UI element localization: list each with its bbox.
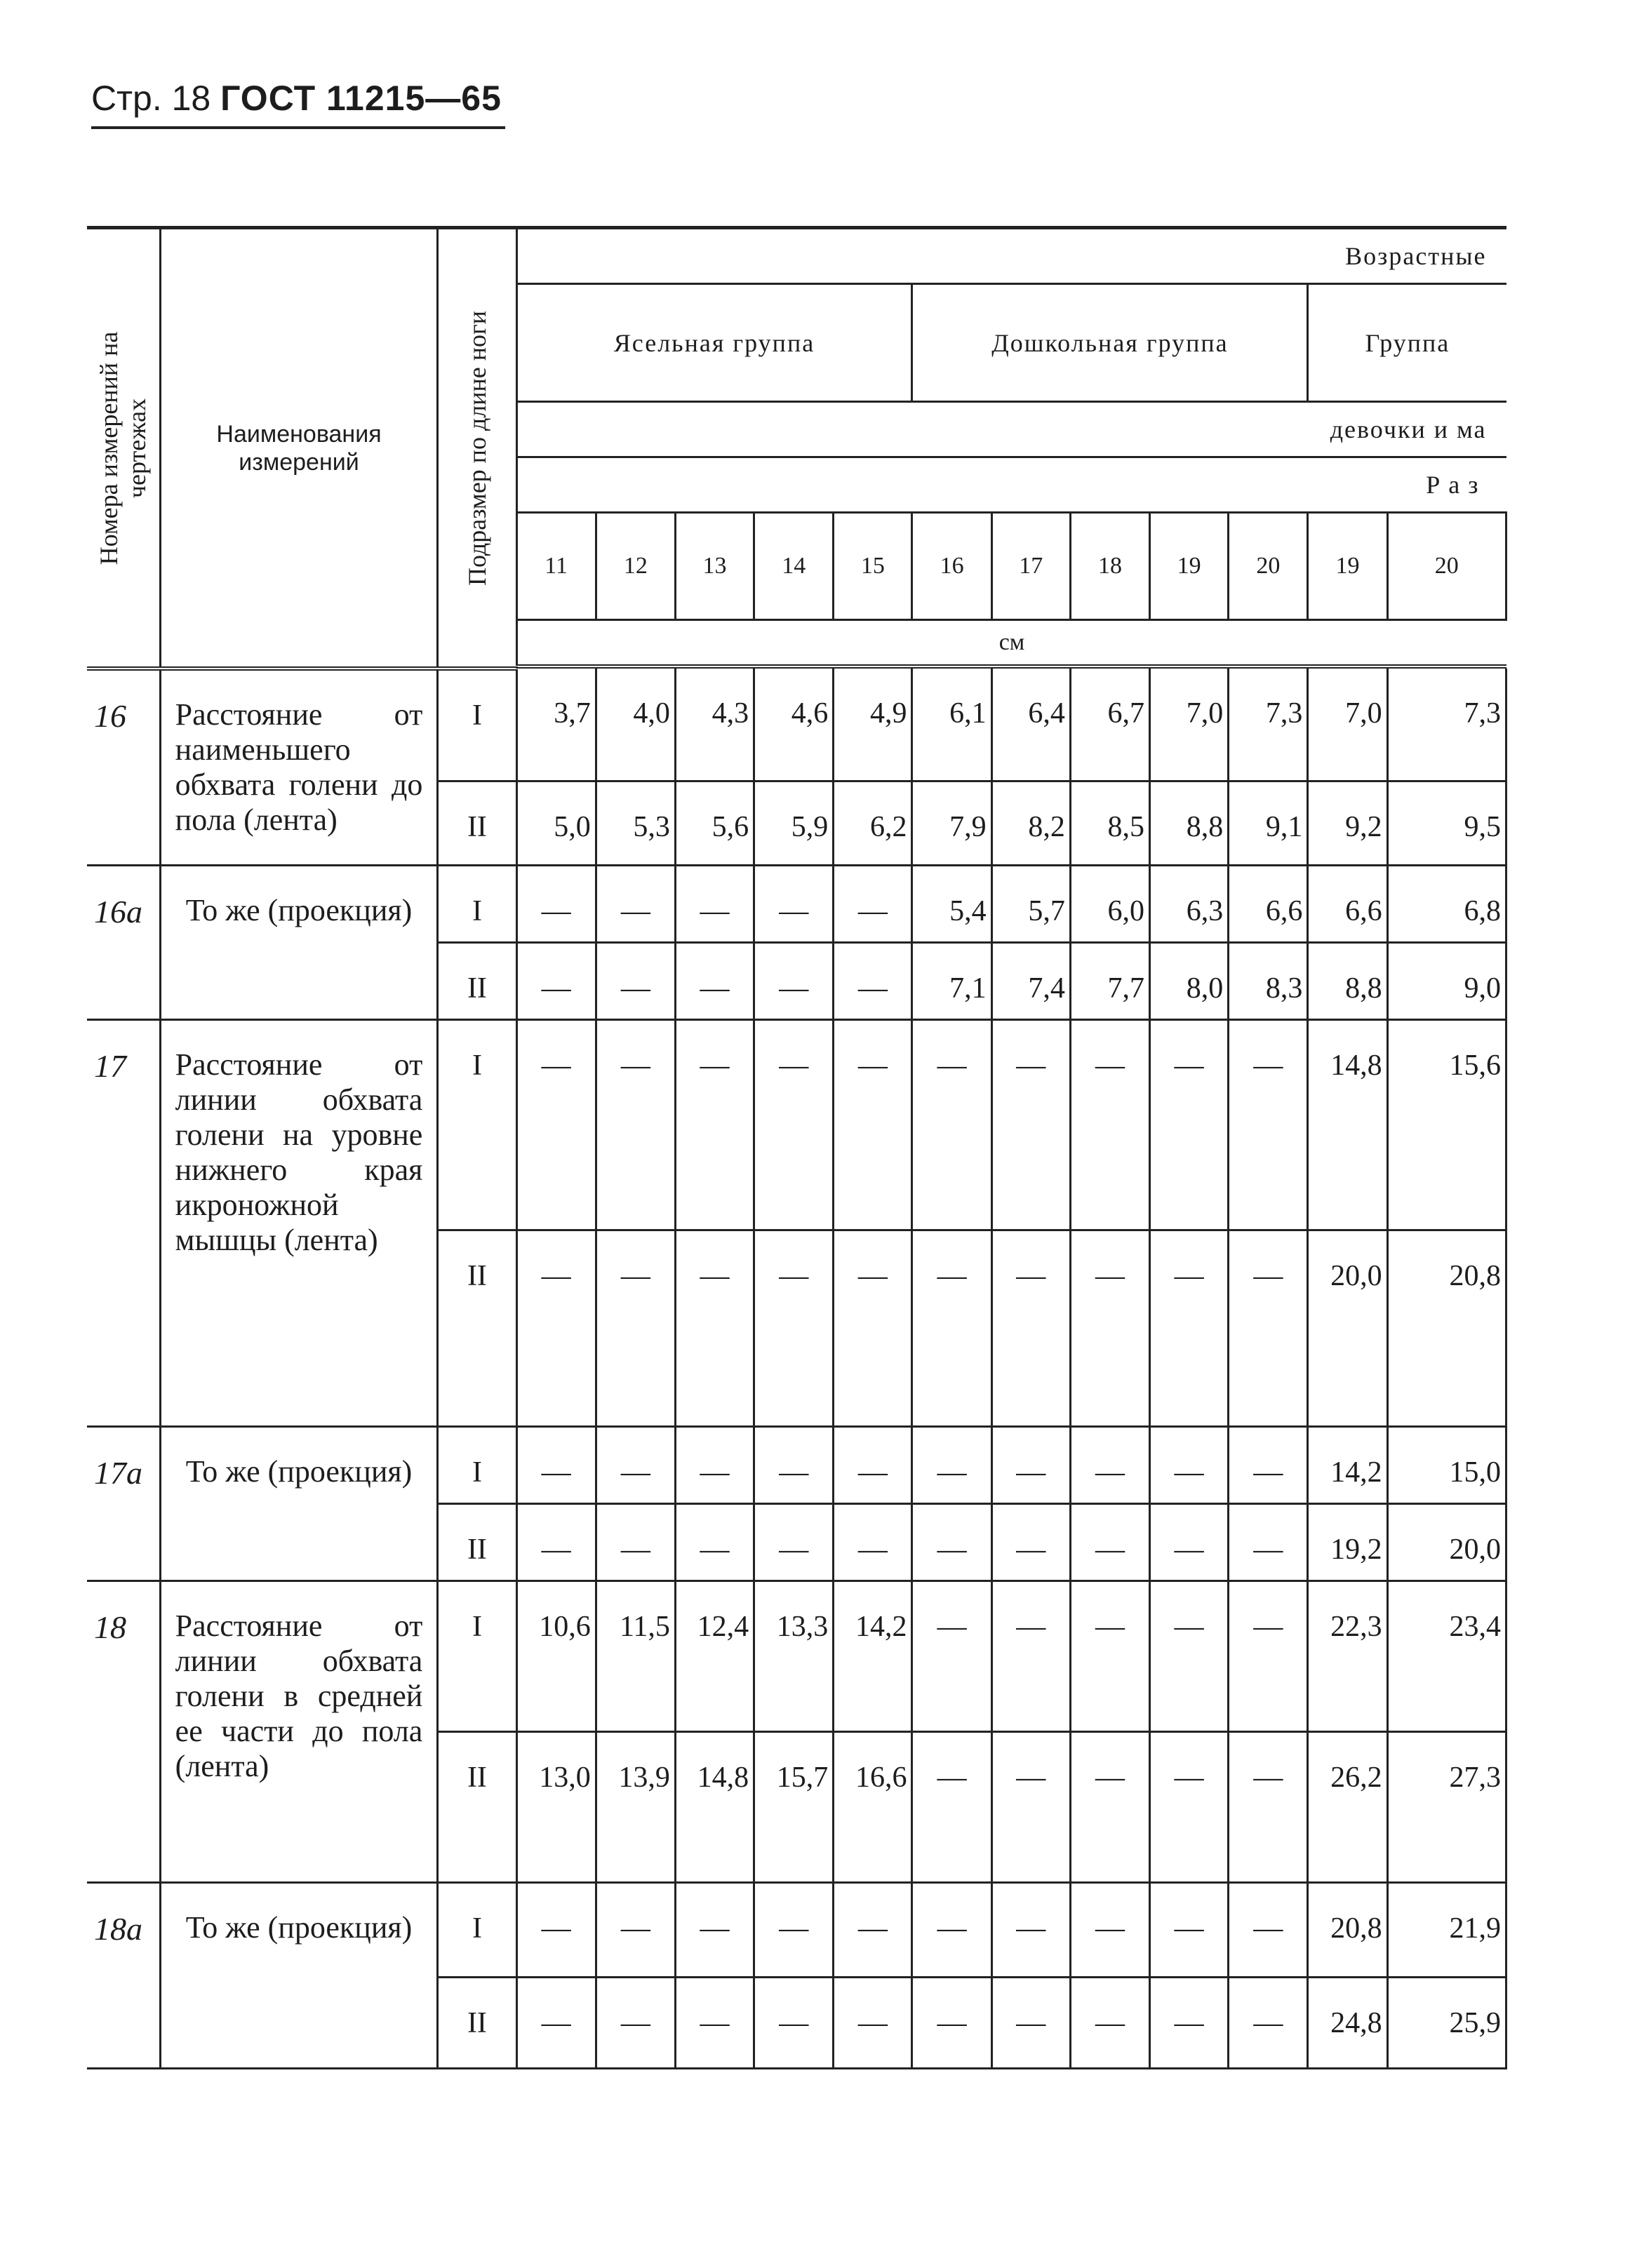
value-cell: 14,8 (1308, 1019, 1387, 1230)
value-cell: — (1150, 1581, 1229, 1731)
value-cell: — (596, 1503, 675, 1581)
page-header (91, 70, 505, 129)
value-cell: — (675, 1230, 754, 1426)
value-cell: — (754, 1503, 834, 1581)
value-cell: 13,9 (596, 1731, 675, 1882)
value-cell: — (754, 1019, 834, 1230)
header-number (87, 228, 160, 669)
value-cell: — (1150, 1019, 1229, 1230)
measure-name: То же (проекция) (160, 865, 438, 1019)
value-cell: — (991, 1882, 1070, 1977)
value-cell: 7,0 (1308, 669, 1387, 781)
value-cell: 5,0 (516, 781, 596, 865)
value-cell: — (675, 942, 754, 1019)
header-subsize (438, 228, 516, 669)
value-cell: 9,2 (1308, 781, 1387, 865)
value-cell: — (516, 1019, 596, 1230)
value-cell: 13,0 (516, 1731, 596, 1882)
value-cell: 7,4 (991, 942, 1070, 1019)
value-cell: — (1229, 1731, 1308, 1882)
header-group-preschool: Дошкольная группа (912, 284, 1308, 402)
value-cell: 25,9 (1387, 1977, 1506, 2068)
value-cell: — (1229, 1977, 1308, 2068)
value-cell: — (1229, 1426, 1308, 1503)
size-cell: 16 (912, 513, 991, 620)
value-cell: 4,0 (596, 669, 675, 781)
value-cell: 6,6 (1229, 865, 1308, 942)
value-cell: — (991, 1731, 1070, 1882)
value-cell: — (834, 1426, 912, 1503)
value-cell: — (834, 865, 912, 942)
value-cell: — (1070, 1977, 1149, 2068)
value-cell: — (516, 865, 596, 942)
value-cell: — (991, 1503, 1070, 1581)
subsize-label: II (438, 1230, 516, 1426)
header-name: Наименования измерений (160, 228, 438, 669)
subsize-label: I (438, 1581, 516, 1731)
value-cell: — (754, 942, 834, 1019)
size-cell: 11 (516, 513, 596, 620)
subsize-label: II (438, 1977, 516, 2068)
value-cell: — (754, 1882, 834, 1977)
value-cell: 6,0 (1070, 865, 1149, 942)
value-cell: 8,8 (1150, 781, 1229, 865)
value-cell: 6,7 (1070, 669, 1149, 781)
value-cell: 11,5 (596, 1581, 675, 1731)
value-cell: — (834, 1503, 912, 1581)
value-cell: — (754, 1230, 834, 1426)
value-cell: — (991, 1019, 1070, 1230)
value-cell: 5,9 (754, 781, 834, 865)
value-cell: — (991, 1581, 1070, 1731)
measure-name: То же (проекция) (160, 1426, 438, 1581)
header-unit: см (516, 620, 1506, 667)
value-cell: 26,2 (1308, 1731, 1387, 1882)
subsize-label: II (438, 781, 516, 865)
measure-number: 16 (87, 669, 160, 865)
value-cell: — (1070, 1581, 1149, 1731)
value-cell: 20,8 (1387, 1230, 1506, 1426)
subsize-label: II (438, 1731, 516, 1882)
value-cell: — (596, 865, 675, 942)
value-cell: 7,7 (1070, 942, 1149, 1019)
value-cell: 8,2 (991, 781, 1070, 865)
size-cell: 19 (1308, 513, 1387, 620)
value-cell: — (675, 1426, 754, 1503)
header-age: Возрастные (516, 228, 1506, 284)
measure-name: То же (проекция) (160, 1882, 438, 2068)
value-cell: — (516, 942, 596, 1019)
value-cell: — (912, 1731, 991, 1882)
measure-number: 17а (87, 1426, 160, 1581)
value-cell: 7,0 (1150, 669, 1229, 781)
size-cell: 18 (1070, 513, 1149, 620)
value-cell: 6,1 (912, 669, 991, 781)
measure-number: 18 (87, 1581, 160, 1882)
value-cell: — (991, 1230, 1070, 1426)
value-cell: — (596, 1977, 675, 2068)
size-cell: 12 (596, 513, 675, 620)
value-cell: — (516, 1977, 596, 2068)
value-cell: — (912, 1882, 991, 1977)
value-cell: 23,4 (1387, 1581, 1506, 1731)
subsize-label: I (438, 1019, 516, 1230)
header-subsize-label: Подразмер по длине ноги (462, 310, 491, 586)
value-cell: 8,8 (1308, 942, 1387, 1019)
value-cell: 20,8 (1308, 1882, 1387, 1977)
value-cell: 22,3 (1308, 1581, 1387, 1731)
value-cell: — (1150, 1882, 1229, 1977)
value-cell: — (675, 1977, 754, 2068)
value-cell: 8,0 (1150, 942, 1229, 1019)
measurements-table (87, 226, 1507, 2069)
value-cell: — (1070, 1230, 1149, 1426)
value-cell: — (1150, 1503, 1229, 1581)
value-cell: — (834, 1882, 912, 1977)
value-cell: — (834, 1019, 912, 1230)
measure-number: 18а (87, 1882, 160, 2068)
value-cell: — (1070, 1503, 1149, 1581)
value-cell: — (516, 1503, 596, 1581)
header-group-school: Группа (1308, 284, 1506, 402)
size-cell: 20 (1229, 513, 1308, 620)
value-cell: — (754, 1426, 834, 1503)
value-cell: 21,9 (1387, 1882, 1506, 1977)
value-cell: 6,2 (834, 781, 912, 865)
size-cell: 19 (1150, 513, 1229, 620)
value-cell: — (912, 1503, 991, 1581)
value-cell: — (675, 1882, 754, 1977)
subsize-label: I (438, 1426, 516, 1503)
value-cell: — (1229, 1019, 1308, 1230)
value-cell: — (754, 865, 834, 942)
value-cell: 15,7 (754, 1731, 834, 1882)
value-cell: — (516, 1882, 596, 1977)
measure-name: Расстояние от линии обхвата голени на уровне нижнего края икроножной мышцы (лента) (160, 1019, 438, 1426)
value-cell: — (1229, 1503, 1308, 1581)
value-cell: 7,3 (1387, 669, 1506, 781)
value-cell: — (912, 1581, 991, 1731)
value-cell: 9,1 (1229, 781, 1308, 865)
value-cell: — (912, 1426, 991, 1503)
value-cell: 5,3 (596, 781, 675, 865)
value-cell: 3,7 (516, 669, 596, 781)
table-row (87, 1581, 1506, 1731)
table-body (87, 669, 1506, 2068)
value-cell: — (1070, 1731, 1149, 1882)
value-cell: 4,3 (675, 669, 754, 781)
value-cell: 15,6 (1387, 1019, 1506, 1230)
table-row (87, 1426, 1506, 1503)
value-cell: 24,8 (1308, 1977, 1387, 2068)
subsize-label: II (438, 1503, 516, 1581)
value-cell: 27,3 (1387, 1731, 1506, 1882)
value-cell: — (1070, 1019, 1149, 1230)
value-cell: — (596, 1426, 675, 1503)
value-cell: — (1229, 1230, 1308, 1426)
value-cell: 9,0 (1387, 942, 1506, 1019)
page-number: Стр. 18 (91, 79, 211, 118)
size-cell: 17 (991, 513, 1070, 620)
subsize-label: I (438, 865, 516, 942)
table-row (87, 1882, 1506, 1977)
value-cell: 6,3 (1150, 865, 1229, 942)
value-cell: 8,3 (1229, 942, 1308, 1019)
value-cell: — (1150, 1230, 1229, 1426)
value-cell: — (596, 942, 675, 1019)
value-cell: — (1229, 1581, 1308, 1731)
value-cell: — (991, 1426, 1070, 1503)
table-row (87, 669, 1506, 781)
value-cell: — (1229, 1882, 1308, 1977)
value-cell: — (1070, 1426, 1149, 1503)
measure-number: 17 (87, 1019, 160, 1426)
value-cell: — (516, 1426, 596, 1503)
value-cell: — (596, 1230, 675, 1426)
measure-name: Расстояние от линии обхвата голени в средней ее части до пола (лента) (160, 1581, 438, 1882)
subsize-label: I (438, 1882, 516, 1977)
header-raz: Раз (516, 457, 1506, 513)
subsize-label: I (438, 669, 516, 781)
value-cell: 12,4 (675, 1581, 754, 1731)
value-cell: — (754, 1977, 834, 2068)
value-cell: 5,7 (991, 865, 1070, 942)
value-cell: 20,0 (1387, 1503, 1506, 1581)
value-cell: — (1070, 1882, 1149, 1977)
value-cell: — (675, 865, 754, 942)
value-cell: 7,9 (912, 781, 991, 865)
value-cell: 6,8 (1387, 865, 1506, 942)
value-cell: 10,6 (516, 1581, 596, 1731)
value-cell: — (675, 1503, 754, 1581)
value-cell: 19,2 (1308, 1503, 1387, 1581)
value-cell: — (834, 942, 912, 1019)
value-cell: 4,6 (754, 669, 834, 781)
value-cell: 7,3 (1229, 669, 1308, 781)
value-cell: 4,9 (834, 669, 912, 781)
value-cell: 13,3 (754, 1581, 834, 1731)
value-cell: 14,8 (675, 1731, 754, 1882)
value-cell: 20,0 (1308, 1230, 1387, 1426)
value-cell: 7,1 (912, 942, 991, 1019)
value-cell: — (912, 1230, 991, 1426)
value-cell: 5,6 (675, 781, 754, 865)
value-cell: 16,6 (834, 1731, 912, 1882)
value-cell: 15,0 (1387, 1426, 1506, 1503)
value-cell: — (675, 1019, 754, 1230)
header-group-nursery: Ясельная группа (516, 284, 912, 402)
size-cell: 14 (754, 513, 834, 620)
size-cell: 20 (1387, 513, 1506, 620)
subsize-label: II (438, 942, 516, 1019)
value-cell: 6,6 (1308, 865, 1387, 942)
value-cell: — (1150, 1426, 1229, 1503)
value-cell: 8,5 (1070, 781, 1149, 865)
size-cell: 13 (675, 513, 754, 620)
measure-number: 16а (87, 865, 160, 1019)
header-gender: девочки и ма (516, 402, 1506, 457)
value-cell: 5,4 (912, 865, 991, 942)
size-cell: 15 (834, 513, 912, 620)
value-cell: — (912, 1019, 991, 1230)
table-row (87, 1019, 1506, 1230)
value-cell: 14,2 (1308, 1426, 1387, 1503)
value-cell: — (1150, 1977, 1229, 2068)
table-row (87, 865, 1506, 942)
value-cell: — (1150, 1731, 1229, 1882)
value-cell: 6,4 (991, 669, 1070, 781)
value-cell: — (596, 1882, 675, 1977)
standard-code: ГОСТ 11215—65 (220, 79, 502, 118)
value-cell: — (991, 1977, 1070, 2068)
value-cell: — (516, 1230, 596, 1426)
measure-name: Расстояние от наименьшего обхвата голени до пола (лента) (160, 669, 438, 865)
value-cell: 14,2 (834, 1581, 912, 1731)
value-cell: — (834, 1230, 912, 1426)
value-cell: 9,5 (1387, 781, 1506, 865)
value-cell: — (834, 1977, 912, 2068)
header-number-label: Номера измерений на чертежах (95, 331, 152, 565)
value-cell: — (912, 1977, 991, 2068)
value-cell: — (596, 1019, 675, 1230)
